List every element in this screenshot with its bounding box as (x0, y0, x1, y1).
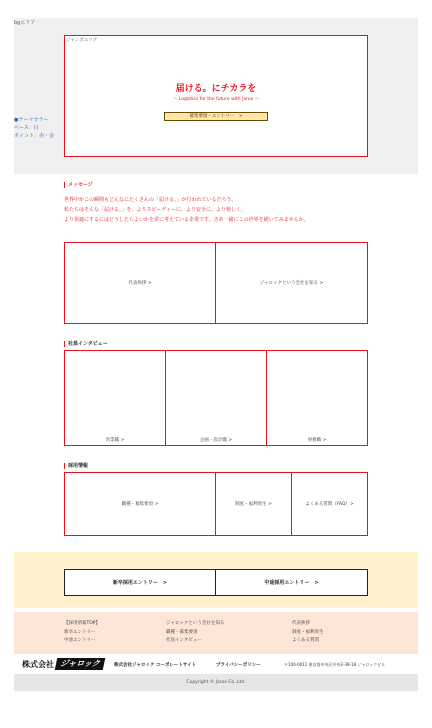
recruit-entry-button[interactable]: 募集要項・エントリー > (164, 112, 268, 121)
main-subcopy: 〜 Logistics for the future with Jarox 〜 (172, 97, 260, 102)
interview-sales-label: 営業職 > (105, 438, 125, 443)
footer-link-new-grad-entry[interactable]: 新卒エントリー (64, 629, 96, 635)
company-logo[interactable]: ジャロック (55, 658, 106, 670)
main-catchphrase: 届ける。にチカラを (175, 84, 257, 94)
footer-link-faq[interactable]: よくある質問 (292, 638, 319, 643)
faq-link[interactable] (292, 473, 367, 535)
message-line: より快適にするにはどうしたらよいかを常に考えている企業です。さあ一緒にこの世界を描いてみませんか。 (64, 217, 309, 223)
intro-links-grid (64, 242, 368, 324)
footer-link-benefits[interactable]: 制度・福利厚生 (292, 629, 324, 635)
theme-color-notes (14, 116, 54, 140)
company-logo-prefix: 株式会社 (22, 660, 54, 669)
job-requirements-label: 職種・募集要項 > (121, 502, 159, 507)
footer-link-job-requirements[interactable]: 職種・募集要項 (166, 629, 198, 635)
interview-sales-link[interactable] (65, 351, 166, 445)
faq-label: よくある質問（FAQ）> (305, 502, 354, 507)
footer-link-recruit-top[interactable]: 【採用情報TOP】 (64, 621, 101, 626)
point-color-note: ポイント：赤・金 (14, 133, 55, 139)
company-address: 〒100-0011 東京都中央区中央2-39-18 ジャロックビル (284, 662, 386, 667)
ceo-message-link[interactable] (65, 243, 216, 323)
bg-area-label: bgエリア (14, 20, 36, 26)
interview-office-label: 事務職 > (307, 438, 327, 443)
interview-grid (64, 350, 368, 446)
entry-buttons (64, 569, 368, 596)
mid-career-entry-button[interactable] (216, 570, 367, 595)
mid-career-entry-label: 中途採用エントリー > (264, 580, 319, 586)
jumbo-area-label: ジャンボエリア (66, 38, 98, 43)
theme-color-note: ●テーマカラー (14, 117, 49, 123)
footer-link-interview[interactable]: 社員インタビュー (166, 638, 202, 643)
new-grad-entry-button[interactable] (65, 570, 216, 595)
ceo-message-link-label: 代表挨拶 > (128, 281, 152, 286)
copyright: Copyright © Jarox Co.,Ltd. (186, 680, 246, 685)
interview-office-link[interactable] (267, 351, 367, 445)
recruit-grid (64, 472, 368, 536)
recruit-title: 採用情報 (64, 463, 88, 469)
footer-col-2 (166, 620, 224, 646)
message-body (64, 195, 374, 225)
footer-link-about-company[interactable]: ジャロックという会社を知る (166, 621, 225, 626)
message-title: メッセージ (64, 182, 93, 188)
privacy-policy-link[interactable]: プライバシーポリシー (216, 663, 261, 668)
interview-planning-label: 企画・設計職 > (199, 438, 233, 443)
new-grad-entry-label: 新卒採用エントリー > (112, 580, 168, 586)
benefits-link[interactable] (216, 473, 292, 535)
job-requirements-link[interactable] (65, 473, 216, 535)
about-company-link-label: ジャロックという会社を知る > (259, 281, 324, 286)
corporate-site-link[interactable]: 株式会社ジャロック コーポレートサイト (114, 663, 197, 668)
benefits-label: 制度・福利厚生 > (235, 502, 272, 507)
interview-planning-link[interactable] (166, 351, 267, 445)
footer-col-3 (292, 620, 324, 646)
about-company-link[interactable] (216, 243, 367, 323)
footer-link-mid-career-entry[interactable]: 中途エントリー (64, 638, 96, 643)
message-line: 世界中がこの瞬間もどんなにたくさんの「届ける。」が行われているだろう。 (64, 197, 237, 203)
interview-title: 社員インタビュー (64, 341, 108, 347)
footer-link-ceo-message[interactable]: 代表挨拶 (292, 621, 310, 626)
base-color-note: ベース：白 (14, 125, 39, 131)
message-line: 私たちはそんな「届ける。」を、よりスピーディーに、より安全に、より楽しく、 (64, 207, 246, 213)
footer-col-1 (64, 620, 100, 646)
